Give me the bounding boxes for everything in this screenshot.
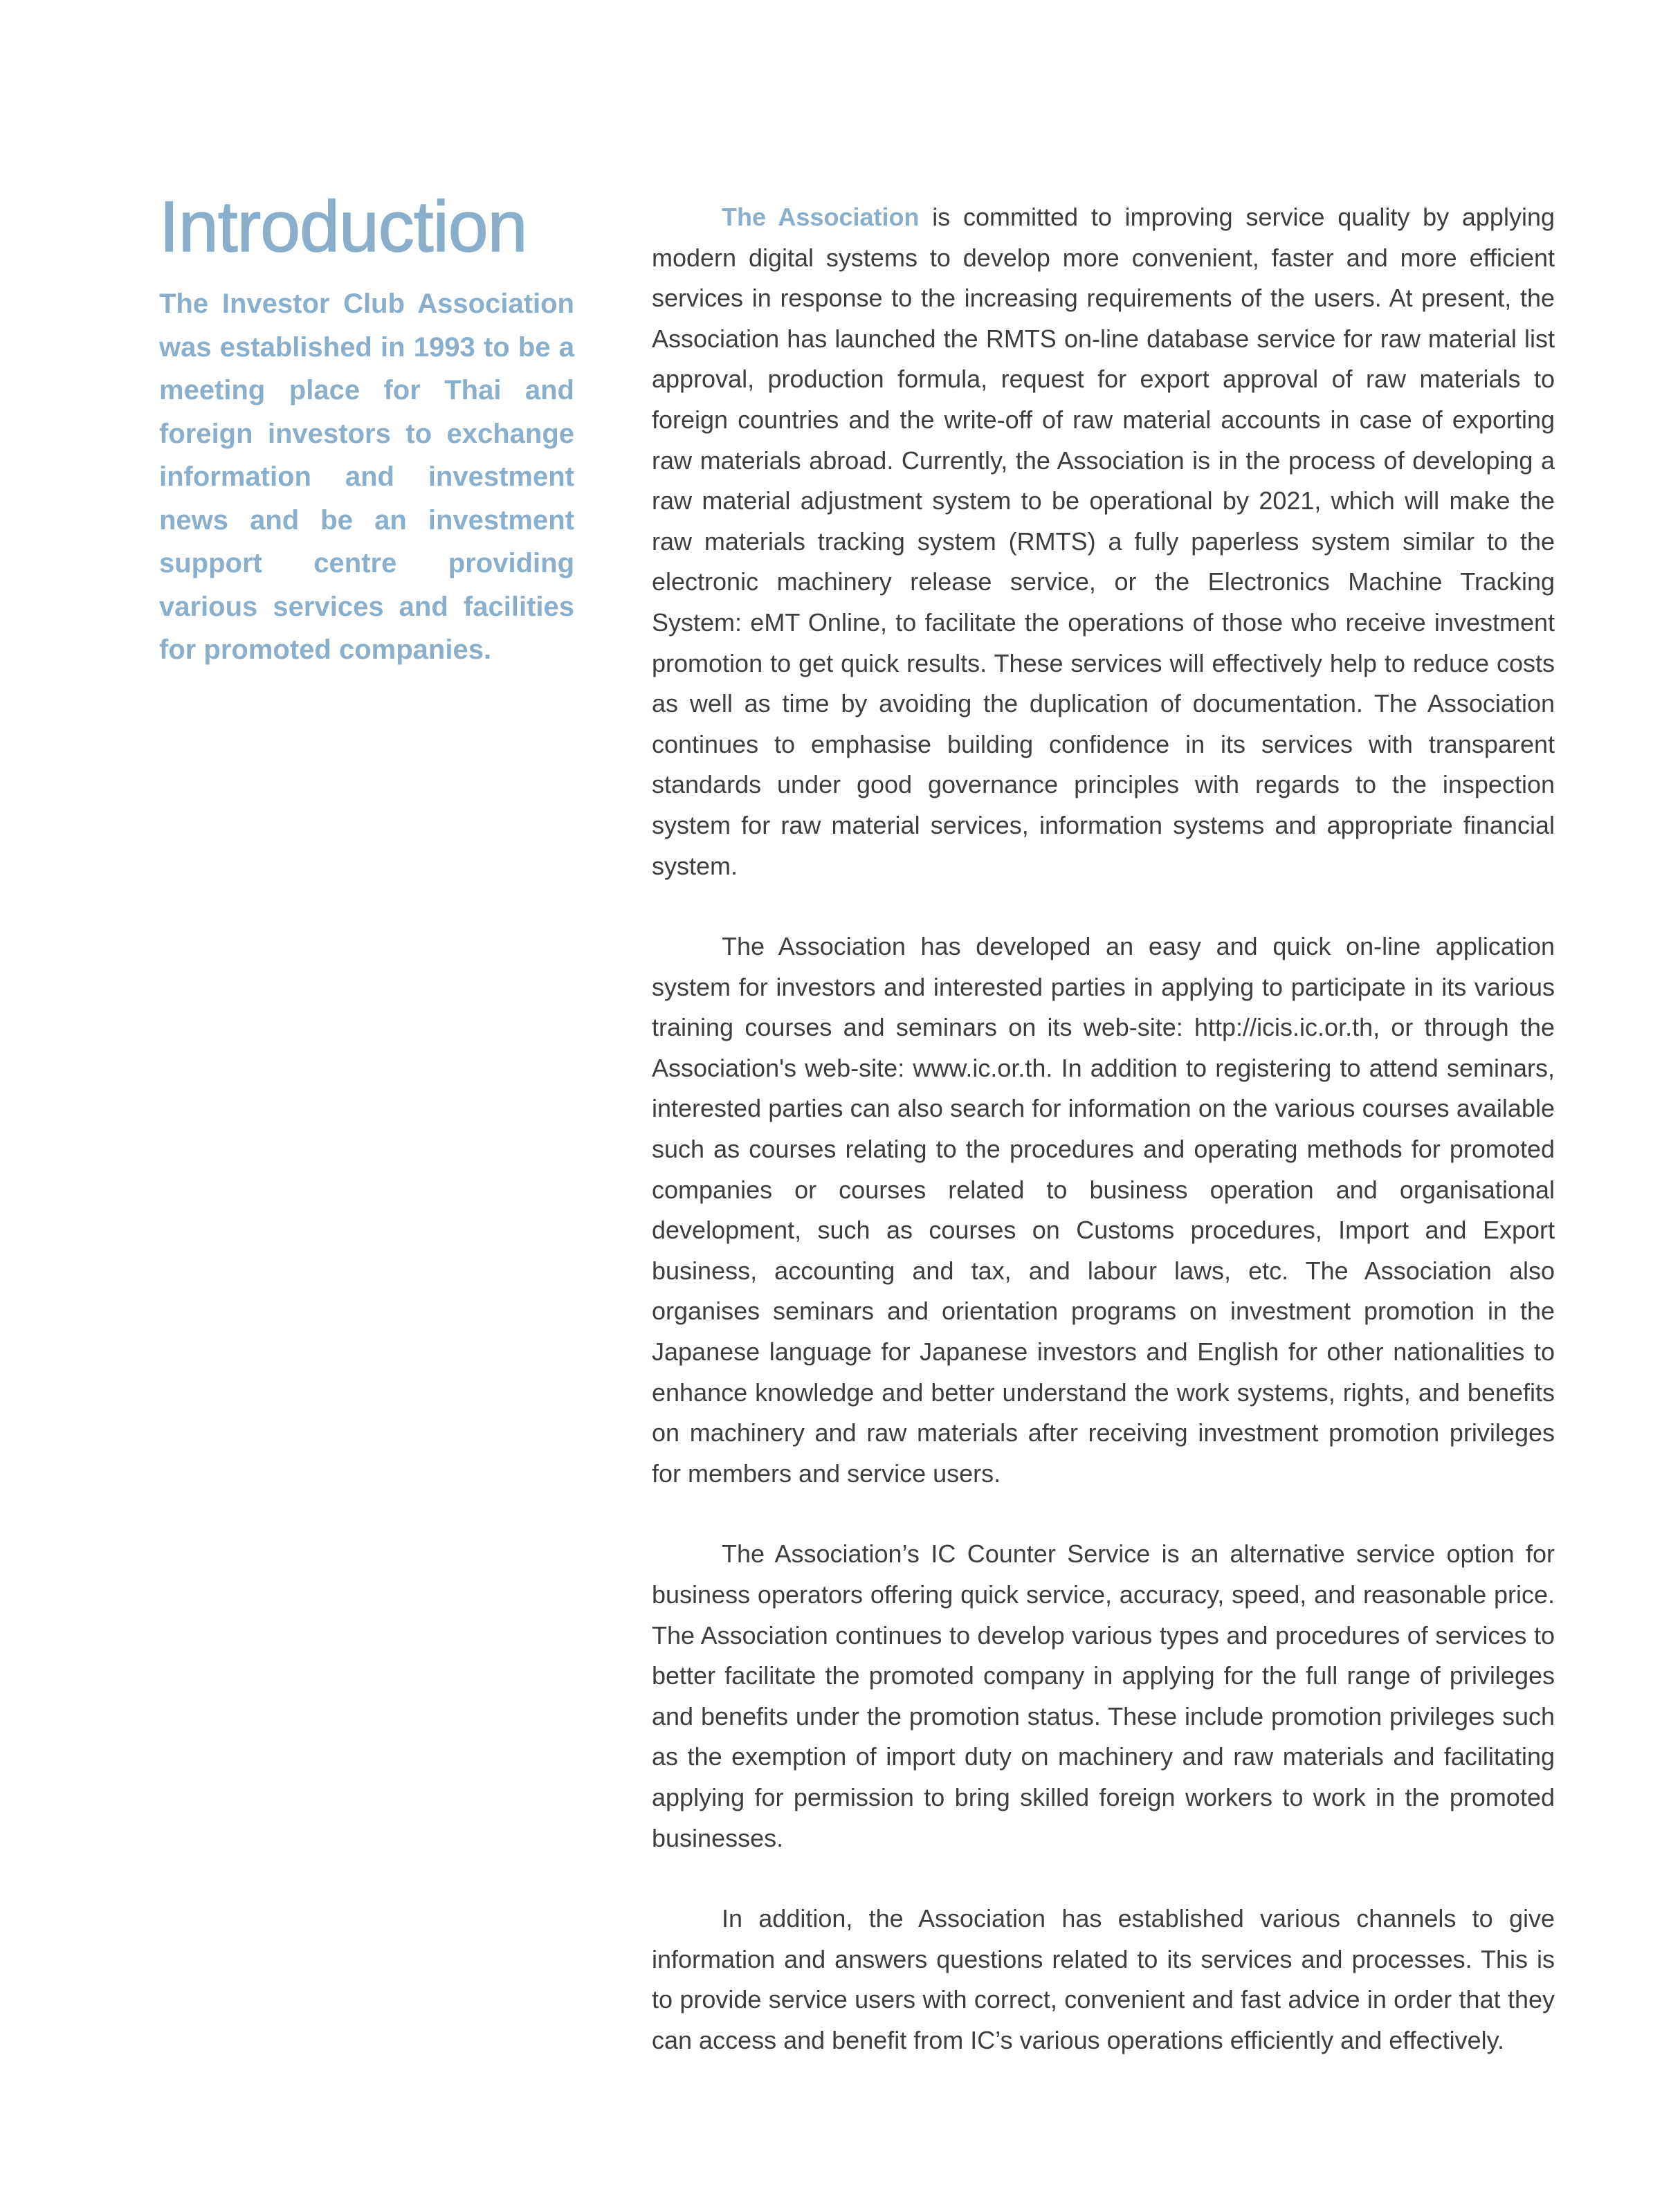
- introduction-sidebar: [159, 187, 574, 672]
- page-title: Introduction: [159, 187, 527, 267]
- paragraph-1-text: is committed to improving service quality by applying modern digital systems to develop more convenient, faster and more efficient services in response to the increasing requirements of the users. At present, the Association has launched the RMTS on-line database service for raw material list approval, production formula, request for export approval of raw materials to foreign countries and the write-off of raw material accounts in case of exporting raw materials abroad. Currently, the Association is in the process of developing a raw material adjustment system to be operational by 2021, which will make the raw materials tracking system (RMTS) a fully paperless system similar to the electronic machinery release service, or the Electronics Machine Tracking System: eMT Online, to facilitate the operations of those who receive investment promotion to get quick results. These services will effectively help to reduce costs as well as time by avoiding the duplication of documentation. The Association continues to emphasise building confidence in its services with transparent standards under good governance principles with regards to the inspection system for raw material services, information systems and appropriate financial system.: [652, 203, 1555, 880]
- paragraph-lead-in: The Association: [722, 203, 920, 231]
- body-paragraph-3: The Association’s IC Counter Service is an alternative service option for business operators offering quick service, accuracy, speed, and reasonable price. The Association continues to develop various types and procedures of services to better facilitate the promoted company in applying for the full range of privileges and benefits under the promotion status. These include promotion privileges such as the exemption of import duty on machinery and raw materials and facilitating applying for permission to bring skilled foreign workers to work in the promoted businesses.: [652, 1540, 1555, 1852]
- body-text-column: [652, 197, 1555, 2101]
- intro-summary: The Investor Club Association was established in 1993 to be a meeting place for Thai and foreign investors to exchange information and investment news and be an investment support centre providing various services and facilities for promoted companies.: [159, 289, 574, 665]
- body-paragraph-4: In addition, the Association has established various channels to give information and answers questions related to its services and processes. This is to provide service users with correct, convenient and fast advice in order that they can access and benefit from IC’s various operations efficiently and effectively.: [652, 1904, 1555, 2054]
- body-paragraph-1: [652, 197, 1555, 886]
- body-paragraph-2: The Association has developed an easy and quick on-line application system for investors and interested parties in applying to participate in its various training courses and seminars on its web-site: http://icis.ic.or.th, or through the Association's web-site: www.ic.or.th. In addition to registering to attend seminars, interested parties can also search for information on the various courses available such as courses relating to the procedures and operating methods for promoted companies or courses related to business operation and organisational development, such as courses on Customs procedures, Import and Export business, accounting and tax, and labour laws, etc. The Association also organises seminars and orientation programs on investment promotion in the Japanese language for Japanese investors and English for other nationalities to enhance knowledge and better understand the work systems, rights, and benefits on machinery and raw materials after receiving investment promotion privileges for members and service users.: [652, 932, 1555, 1488]
